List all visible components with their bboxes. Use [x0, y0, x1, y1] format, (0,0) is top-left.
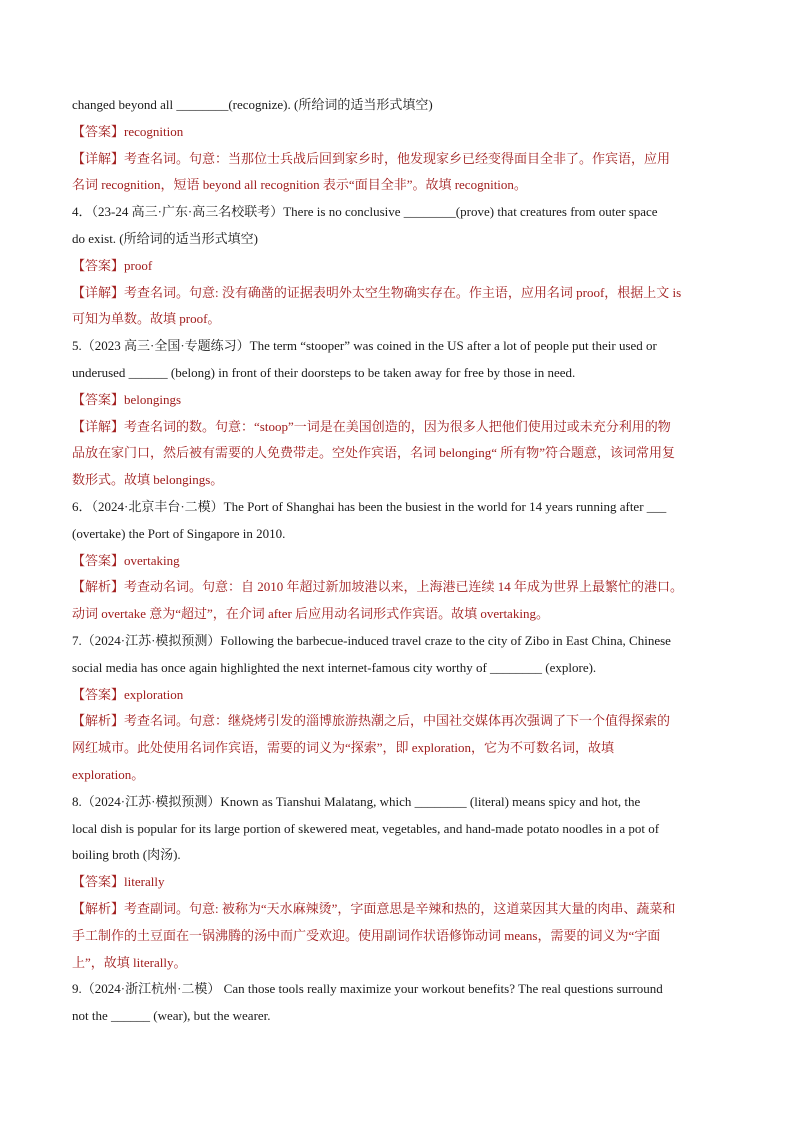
question-text: changed beyond all ________(recognize). (所给词的适当形式填空) [72, 97, 433, 112]
section-label: 【解析】 [72, 713, 125, 729]
question-9-line1 [72, 976, 724, 1003]
answer-text: exploration。 [72, 766, 145, 782]
question-8-line1 [72, 789, 724, 816]
explanation-3-line1 [72, 146, 724, 173]
answer-text: 手工制作的土豆面在一锅沸腾的汤中而广受欢迎。使用副词作状语修饰动词 means，需要的词义为“字面 [72, 927, 661, 943]
analysis-7-line3 [72, 762, 724, 789]
analysis-6-line2 [72, 601, 724, 628]
question-3-tail [72, 92, 724, 119]
answer-text: 考查副词。句意: 被称为“天水麻辣烫”，字面意思是辛辣和热的，这道菜因其大量的肉串、蔬菜和 [124, 900, 676, 916]
analysis-8-line1 [72, 896, 724, 923]
question-6-line1 [72, 494, 724, 521]
section-label: 【详解】 [72, 284, 125, 300]
answer-text: 考查名词。句意: 没有确凿的证据表明外太空生物确实存在。作主语，应用名词 proof，根据上文 is [124, 284, 682, 300]
answer-text: 动词 overtake 意为“超过”，在介词 after 后应用动名词形式作宾语。故填 overtaking。 [72, 606, 549, 622]
question-5-line2 [72, 360, 724, 387]
question-text: not the ______ (wear), but the wearer. [72, 1008, 271, 1024]
explanation-5-line3 [72, 467, 724, 494]
analysis-8-line2 [72, 923, 724, 950]
analysis-7-line2 [72, 735, 724, 762]
question-8-line2 [72, 816, 724, 843]
section-label: 【答案】 [72, 391, 125, 407]
answer-label-7 [72, 682, 724, 709]
section-label: 【答案】 [72, 874, 125, 890]
question-text: boiling broth (肉汤). [72, 847, 181, 863]
explanation-3-line2 [72, 172, 724, 199]
answer-text: recognition [124, 123, 184, 139]
question-text: 7.（2024·江苏·模拟预测）Following the barbecue-induced travel craze to the city of Zibo in East China, Chinese [72, 632, 671, 648]
question-4-line2 [72, 226, 724, 253]
answer-text: 品放在家门口，然后被有需要的人免费带走。空处作宾语，名词 belonging“ 所有物”符合题意，该词常用复 [72, 445, 676, 461]
section-label: 【答案】 [72, 123, 125, 139]
answer-text: 考查名词。句意：继烧烤引发的淄博旅游热潮之后，中国社交媒体再次强调了下一个值得探索的 [124, 713, 671, 729]
question-text: 6．（2024·北京丰台·二模）The Port of Shanghai has been the busiest in the world for 14 years running after ___ [72, 498, 667, 514]
question-text: do exist. (所给词的适当形式填空) [72, 230, 258, 246]
answer-text: proof [124, 257, 153, 273]
question-text: (overtake) the Port of Singapore in 2010. [72, 525, 286, 541]
question-text: social media has once again highlighted the next internet-famous city worthy of ________ (explore). [72, 659, 597, 675]
question-text: 5.（2023 高三·全国·专题练习）The term “stooper” was coined in the US after a lot of people put their used or [72, 338, 657, 354]
answer-text: 上”，故填 literally。 [72, 954, 187, 970]
section-label: 【解析】 [72, 579, 125, 595]
analysis-7-line1 [72, 708, 724, 735]
question-9-line2 [72, 1003, 724, 1030]
answer-text: overtaking [124, 552, 180, 568]
question-text: 9.（2024·浙江杭州·二模） Can those tools really maximize your workout benefits? The real questions surround [72, 981, 663, 997]
question-5-line1 [72, 333, 724, 360]
document-page [72, 92, 724, 1030]
answer-text: literally [124, 874, 165, 890]
answer-text: 可知为单数。故填 proof。 [72, 311, 221, 327]
answer-text: 数形式。故填 belongings。 [72, 472, 224, 488]
analysis-6-line1 [72, 574, 724, 601]
section-label: 【解析】 [72, 900, 125, 916]
explanation-4-line1 [72, 280, 724, 307]
section-label: 【答案】 [72, 257, 125, 273]
question-7-line2 [72, 655, 724, 682]
answer-text: 考查名词。句意：当那位士兵战后回到家乡时，他发现家乡已经变得面目全非了。作宾语，应用 [124, 150, 671, 166]
answer-label-3 [72, 119, 724, 146]
question-text: underused ______ (belong) in front of their doorsteps to be taken away for free by those in need. [72, 364, 576, 380]
question-4-line1 [72, 199, 724, 226]
answer-text: 网红城市。此处使用名词作宾语，需要的词义为“探索”，即 exploration，它为不可数名词，故填 [72, 740, 614, 756]
answer-text: belongings [124, 391, 182, 407]
question-8-line3 [72, 842, 724, 869]
explanation-5-line1 [72, 414, 724, 441]
answer-text: 考查动名词。句意：自 2010 年超过新加坡港以来，上海港已连续 14 年成为世界上最繁忙的港口。 [124, 579, 684, 595]
question-text: local dish is popular for its large portion of skewered meat, vegetables, and hand-made potato noodles in a pot of [72, 820, 660, 836]
answer-label-6 [72, 548, 724, 575]
answer-text: 名词 recognition，短语 beyond all recognition 表示“面目全非”。故填 recognition。 [72, 177, 527, 193]
answer-text: 考查名词的数。句意：“stoop”一词是在美国创造的，因为很多人把他们使用过或未充分利用的物 [124, 418, 671, 434]
answer-label-5 [72, 387, 724, 414]
answer-label-8 [72, 869, 724, 896]
question-text: 8.（2024·江苏·模拟预测）Known as Tianshui Malatang, which ________ (literal) means spicy and hot, the [72, 793, 641, 809]
question-text: 4．（23-24 高三·广东·高三名校联考）There is no conclusive ________(prove) that creatures from outer space [72, 204, 658, 220]
analysis-8-line3 [72, 950, 724, 977]
section-label: 【答案】 [72, 686, 125, 702]
answer-label-4 [72, 253, 724, 280]
explanation-5-line2 [72, 440, 724, 467]
answer-text: exploration [124, 686, 184, 702]
section-label: 【详解】 [72, 150, 125, 166]
question-6-line2 [72, 521, 724, 548]
section-label: 【答案】 [72, 552, 125, 568]
section-label: 【详解】 [72, 418, 125, 434]
explanation-4-line2 [72, 306, 724, 333]
question-7-line1 [72, 628, 724, 655]
